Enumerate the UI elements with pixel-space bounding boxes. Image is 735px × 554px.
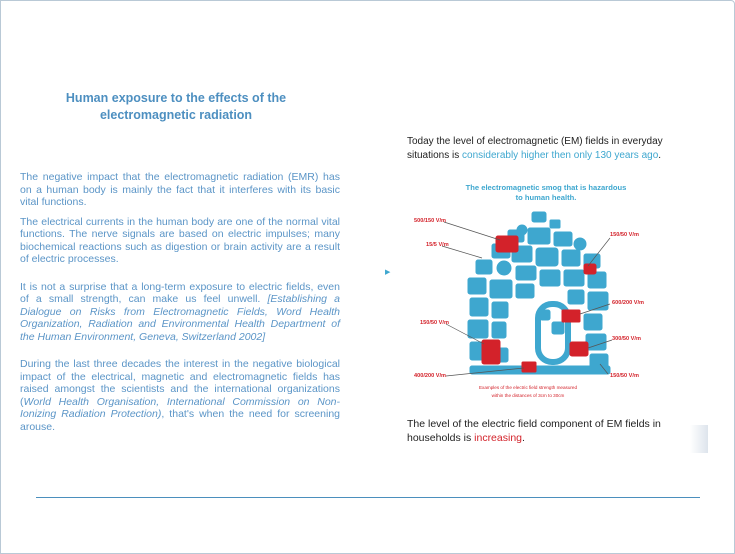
em-smog-house-graphic bbox=[400, 172, 706, 412]
appliance-icon bbox=[554, 232, 572, 246]
paragraph-4-text-b: , that's when the need for screening arouse. bbox=[20, 408, 340, 433]
microwave-icon bbox=[496, 236, 518, 252]
caption-bottom-text: The level of the electric field component of EM fields in households is bbox=[407, 418, 661, 444]
paragraph-4 bbox=[20, 358, 340, 433]
graphic-caption-top bbox=[407, 135, 707, 163]
appliance-icon bbox=[468, 278, 486, 294]
paragraph-4-reference: World Health Organisation, International Commission on Non-Ionizing Radiation Protection) bbox=[20, 395, 340, 420]
appliance-icon bbox=[468, 320, 488, 338]
label-300-50: 300/50 V/m bbox=[612, 336, 641, 342]
graphic-footnote-line-1: Examples of the electric field strength measured bbox=[478, 385, 578, 390]
paragraph-1: The negative impact that the electromagnetic radiation (EMR) has on a human body is mainly the fact that it interferes with its basic vital functions. bbox=[20, 171, 340, 208]
appliance-icon bbox=[540, 310, 550, 320]
appliance-icon bbox=[497, 261, 511, 275]
label-400-200: 400/200 V/m bbox=[414, 373, 447, 379]
paragraph-3 bbox=[20, 281, 340, 344]
appliance-icon bbox=[492, 302, 508, 318]
page-title-line-2: electromagnetic radiation bbox=[99, 108, 253, 122]
page-curl-shadow bbox=[690, 425, 708, 453]
appliance-icon bbox=[528, 228, 550, 244]
appliance-icon bbox=[516, 266, 536, 280]
appliance-icon bbox=[476, 260, 492, 274]
tv-icon bbox=[482, 340, 500, 364]
label-150-50-bottom: 150/50 V/m bbox=[610, 373, 639, 379]
leader-line bbox=[444, 222, 500, 240]
page-title-line-1: Human exposure to the effects of the bbox=[65, 91, 287, 105]
footer-divider bbox=[36, 497, 700, 498]
appliance-icon bbox=[540, 270, 560, 286]
appliance-icon bbox=[470, 298, 488, 316]
caption-top-text: Today the level of electromagnetic (EM) fields in everyday situations is bbox=[407, 136, 663, 161]
body-text bbox=[20, 171, 340, 440]
paragraph-3-reference: [Establishing a Dialogue on Risks from Electromagnetic Fields, Word Health Organization, Radiation and Environmental Health Department of the Human Environment, Geneva, Switzerland 2002] bbox=[20, 293, 340, 343]
appliance-icon bbox=[552, 322, 564, 334]
label-500-150: 500/150 V/m bbox=[414, 218, 447, 224]
appliance-icon bbox=[574, 238, 586, 250]
appliance-icon bbox=[564, 270, 584, 286]
paragraph-3-text: It is not a surprise that a long-term exposure to electric fields, even of a small strength, can make us feel unwell. bbox=[20, 280, 340, 305]
fridge-icon bbox=[570, 342, 588, 356]
caption-top-highlight: considerably higher then only 130 years ago bbox=[462, 150, 659, 161]
label-150-50-left: 150/50 V/m bbox=[420, 320, 449, 326]
appliance-icon bbox=[532, 212, 546, 222]
paragraph-2: The electrical currents in the human body are one of the normal vital functions. The nerve signals are based on electric impulses; many biochemical reactions such as digestion or brain activity are a result of electric processes. bbox=[20, 215, 340, 265]
graphic-title-line-2: to human health. bbox=[515, 193, 577, 202]
graphic-footnote-line-2: within the distances of 3cm to 30cm bbox=[491, 393, 565, 398]
label-150-50-top: 150/50 V/m bbox=[610, 232, 639, 238]
page-title bbox=[30, 90, 322, 124]
appliance-icon bbox=[584, 314, 602, 330]
caption-bottom-highlight: increasing bbox=[474, 432, 523, 444]
arrow-marker-icon: ▶ bbox=[385, 269, 391, 276]
graphic-caption-bottom bbox=[407, 417, 677, 445]
appliance-icon bbox=[588, 292, 608, 310]
appliance-icon bbox=[516, 284, 534, 298]
appliance-icon bbox=[490, 280, 512, 298]
label-600-200: 600/200 V/m bbox=[612, 300, 645, 306]
appliance-icon bbox=[492, 322, 506, 338]
appliance-icon bbox=[536, 248, 558, 266]
caption-bottom-end: . bbox=[522, 432, 525, 444]
graphic-title-line-1: The electromagnetic smog that is hazardous bbox=[465, 183, 627, 192]
caption-top-end: . bbox=[658, 150, 662, 161]
appliance-floor-row bbox=[470, 366, 610, 374]
appliance-icon bbox=[550, 220, 560, 228]
appliance-icon bbox=[562, 250, 580, 266]
paragraph-4-text-a: During the last three decades the interest in the negative biological impact of the electrical, magnetic and electromagnetic fields has raised amongst the scientists and the international organizations ( bbox=[20, 358, 340, 408]
appliance-icon bbox=[568, 290, 584, 304]
iron-icon bbox=[584, 264, 596, 274]
laptop-icon bbox=[562, 310, 580, 322]
laptop-icon bbox=[522, 362, 536, 372]
label-15-5: 15/5 V/m bbox=[426, 242, 449, 248]
